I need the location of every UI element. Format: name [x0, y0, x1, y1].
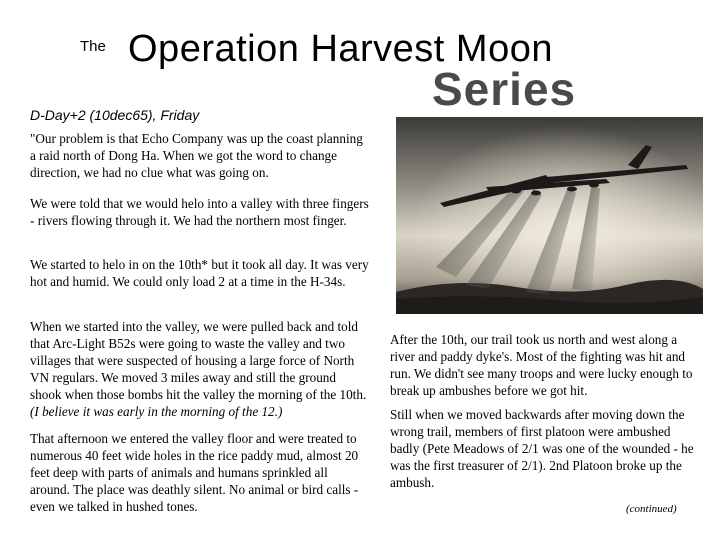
page-title: Operation Harvest Moon	[128, 28, 553, 70]
paragraph-4-text: When we started into the valley, we were pulled back and told that Arc-Light B52s were going to waste the valley and two villages that were suspected of housing a large force of North VN regulars. We moved 3 miles away and still the ground shook when those bombs hit the valley the morning of the 10th.	[30, 319, 367, 402]
b52-bomber-icon	[396, 117, 703, 314]
paragraph-6: After the 10th, our trail took us north and west along a river and paddy dyke's. Most of the fighting was hit and run. We didn't see many troops and were lucky enough to break up ambushes before we got hit.	[390, 332, 693, 398]
paragraph-2: We were told that we would helo into a valley with three fingers - rivers flowing through it. We had the northern most finger.	[30, 196, 369, 228]
continued-note: (continued)	[626, 503, 677, 515]
paragraph-4-note: (I believe it was early in the morning of the 12.)	[30, 404, 283, 419]
series-label: Series	[432, 63, 577, 115]
paragraph-3: We started to helo in on the 10th* but it took all day. It was very hot and humid. We could only load 2 at a time in the H-34s.	[30, 257, 369, 289]
paragraph-4	[30, 318, 370, 420]
date-line: D-Day+2 (10dec65), Friday	[30, 107, 200, 123]
paragraph-5: That afternoon we entered the valley floor and were treated to numerous 40 feet wide holes in the rice paddy mud, almost 20 feet deep with parts of animals and humans sprinkled all around. The place was deathly silent. No animal or bird calls - even we talked in hushed tones.	[30, 431, 359, 514]
b52-bomber-photo	[396, 117, 703, 314]
paragraph-7: Still when we moved backwards after moving down the wrong trail, members of first platoon were ambushed badly (Pete Meadows of 2/1 was one of the wounded - he was the first treasurer of 2/1). 2nd Platoon broke up the ambush.	[390, 407, 694, 490]
title-prefix: The	[80, 38, 106, 55]
paragraph-1: "Our problem is that Echo Company was up the coast planning a raid north of Dong Ha. When we got the word to change direction, we had no clue what was going on.	[30, 131, 363, 180]
